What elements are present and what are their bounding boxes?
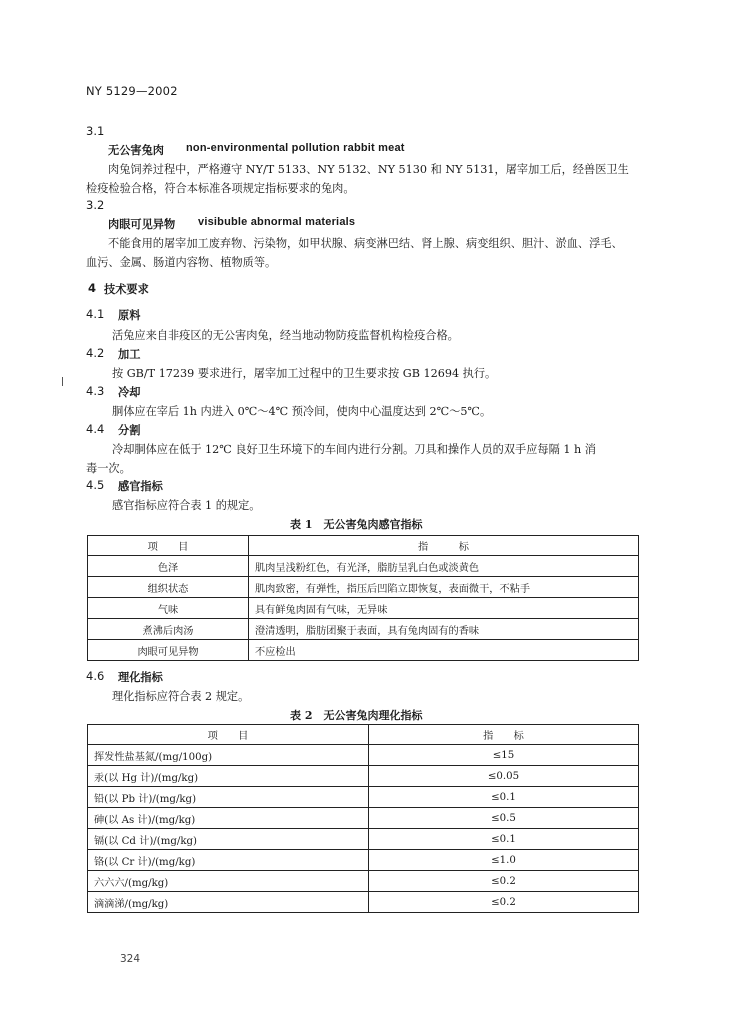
table2-item: 挥发性盐基氮/(mg/100g) (88, 745, 369, 766)
section-text-4-1: 活兔应来自非疫区的无公害肉兔，经当地动物防疫监督机构检疫合格。 (112, 329, 459, 342)
section-text-4-5: 感官指标应符合表 1 的规定。 (112, 499, 261, 512)
table2-header-item: 项 目 (88, 725, 369, 745)
table2-value: ≤1.0 (369, 850, 639, 871)
table2-value: ≤0.1 (369, 787, 639, 808)
table2-value: ≤0.05 (369, 766, 639, 787)
section-number-3-1: 3.1 (86, 124, 105, 138)
section-title-4-6: 理化指标 (118, 670, 163, 684)
table2-caption: 表 2 无公害兔肉理化指标 (290, 709, 423, 722)
section-title-4-2: 加工 (118, 347, 141, 361)
definition-3-2-line1: 不能食用的屠宰加工废弃物、污染物，如甲状腺、病变淋巴结、肾上腺、病变组织、胆汁、淤血、浮毛、 (108, 237, 623, 250)
table-row (88, 850, 639, 871)
table-sensory-indicators (87, 535, 639, 661)
table-row (88, 892, 639, 913)
table1-item: 肉眼可见异物 (88, 640, 249, 661)
table2-value: ≤15 (369, 745, 639, 766)
table-row (88, 577, 639, 598)
table2-item: 汞(以 Hg 计)/(mg/kg) (88, 766, 369, 787)
definition-3-2-line2: 血污、金属、肠道内容物、植物质等。 (86, 256, 277, 269)
section-title-4: 技术要求 (104, 282, 149, 296)
document-header: NY 5129—2002 (86, 84, 178, 98)
table2-value: ≤0.2 (369, 871, 639, 892)
table-physicochemical-indicators (87, 724, 639, 913)
page-number: 324 (120, 953, 141, 965)
table1-header-indicator: 指 标 (249, 536, 639, 556)
term-en-3-1: non-environmental pollution rabbit meat (186, 142, 405, 154)
table1-item: 组织状态 (88, 577, 249, 598)
table1-header-item: 项 目 (88, 536, 249, 556)
table-row (88, 829, 639, 850)
section-text-4-4-line2: 毒一次。 (86, 462, 131, 475)
term-cn-3-2: 肉眼可见异物 (108, 217, 176, 231)
term-cn-3-1: 无公害兔肉 (108, 143, 164, 157)
table2-header-indicator: 指 标 (369, 725, 639, 745)
table2-value: ≤0.2 (369, 892, 639, 913)
section-title-4-4: 分割 (118, 423, 141, 437)
section-title-4-1: 原料 (118, 308, 141, 322)
scan-mark (62, 377, 63, 386)
section-title-4-3: 冷却 (118, 385, 141, 399)
table2-value: ≤0.5 (369, 808, 639, 829)
term-en-3-2: visibuble abnormal materials (198, 216, 356, 228)
table-row (88, 745, 639, 766)
table-row (88, 766, 639, 787)
table1-header-row (88, 536, 639, 556)
table2-item: 铬(以 Cr 计)/(mg/kg) (88, 850, 369, 871)
table2-item: 滴滴涕/(mg/kg) (88, 892, 369, 913)
table2-item: 铅(以 Pb 计)/(mg/kg) (88, 787, 369, 808)
section-number-4-1: 4.1 (86, 307, 105, 321)
table-row (88, 808, 639, 829)
table1-item: 色泽 (88, 556, 249, 577)
section-number-4-3: 4.3 (86, 384, 105, 398)
table-row (88, 619, 639, 640)
section-text-4-2: 按 GB/T 17239 要求进行，屠宰加工过程中的卫生要求按 GB 12694 执行。 (112, 367, 497, 380)
section-text-4-3: 胴体应在宰后 1h 内进入 0℃～4℃ 预冷间，使肉中心温度达到 2℃～5℃。 (112, 405, 492, 418)
table2-item: 镉(以 Cd 计)/(mg/kg) (88, 829, 369, 850)
table2-value: ≤0.1 (369, 829, 639, 850)
section-number-3-2: 3.2 (86, 198, 105, 212)
section-number-4: 4 (88, 281, 97, 295)
section-number-4-2: 4.2 (86, 346, 105, 360)
section-title-4-5: 感官指标 (118, 479, 163, 493)
definition-3-1-line1: 肉兔饲养过程中，严格遵守 NY/T 5133、NY 5132、NY 5130 和 NY 5131，屠宰加工后，经兽医卫生 (108, 163, 629, 176)
table1-value: 肌肉致密，有弹性，指压后凹陷立即恢复，表面微干，不粘手 (249, 577, 639, 598)
table-row (88, 556, 639, 577)
table1-item: 气味 (88, 598, 249, 619)
section-number-4-4: 4.4 (86, 422, 105, 436)
table1-value: 不应检出 (249, 640, 639, 661)
table1-item: 煮沸后肉汤 (88, 619, 249, 640)
table1-caption: 表 1 无公害兔肉感官指标 (290, 518, 423, 531)
table2-item: 六六六/(mg/kg) (88, 871, 369, 892)
section-text-4-4-line1: 冷却胴体应在低于 12℃ 良好卫生环境下的车间内进行分割。刀具和操作人员的双手应每隔 1 h 消 (112, 443, 596, 456)
table-row (88, 598, 639, 619)
section-number-4-6: 4.6 (86, 669, 105, 683)
table2-header-row (88, 725, 639, 745)
section-number-4-5: 4.5 (86, 478, 105, 492)
table-row (88, 871, 639, 892)
table1-value: 具有鲜兔肉固有气味，无异味 (249, 598, 639, 619)
table-row (88, 640, 639, 661)
table1-value: 肌肉呈浅粉红色，有光泽，脂肪呈乳白色或淡黄色 (249, 556, 639, 577)
table-row (88, 787, 639, 808)
table1-value: 澄清透明，脂肪团聚于表面，具有兔肉固有的香味 (249, 619, 639, 640)
table2-item: 砷(以 As 计)/(mg/kg) (88, 808, 369, 829)
section-text-4-6: 理化指标应符合表 2 规定。 (112, 690, 250, 703)
definition-3-1-line2: 检疫检验合格，符合本标准各项规定指标要求的兔肉。 (86, 182, 355, 195)
